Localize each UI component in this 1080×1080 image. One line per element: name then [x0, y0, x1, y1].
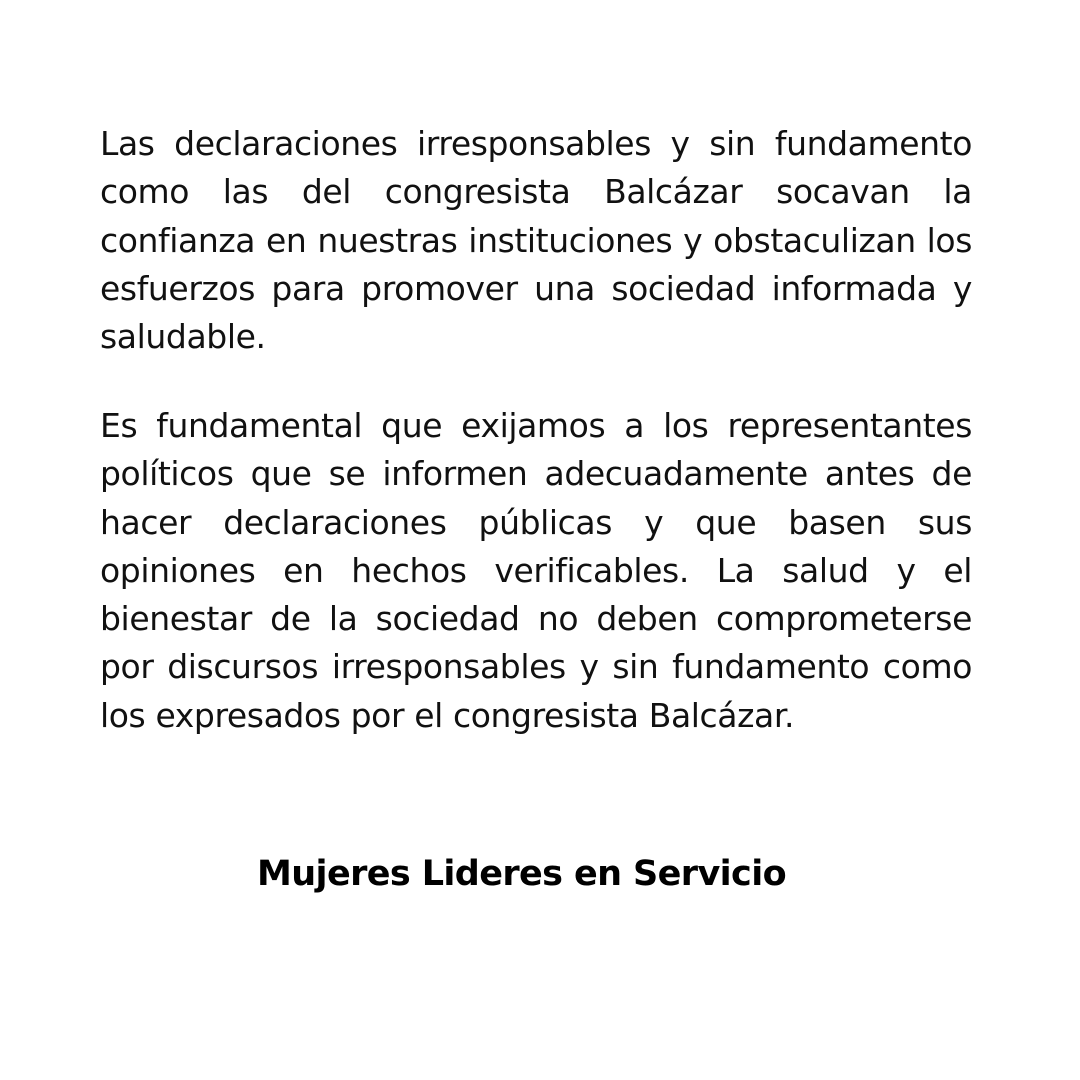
- statement-paragraph-1: Las declaraciones irresponsables y sin fundamento como las del congresista Balcázar socavan la confianza en nuestras instituciones y obstaculizan los esfuerzos para promover una sociedad informada y saludable.: [100, 124, 972, 357]
- statement-paragraph-2: Es fundamental que exijamos a los representantes políticos que se informen adecuadamente antes de hacer declaraciones públicas y que basen sus opiniones en hechos verificables. La salud y el bienestar de la sociedad no deben comprometerse por discursos irresponsables y sin fundamento como los expresados por el congresista Balcázar.: [100, 406, 972, 735]
- organization-signature: Mujeres Lideres en Servicio: [257, 854, 787, 894]
